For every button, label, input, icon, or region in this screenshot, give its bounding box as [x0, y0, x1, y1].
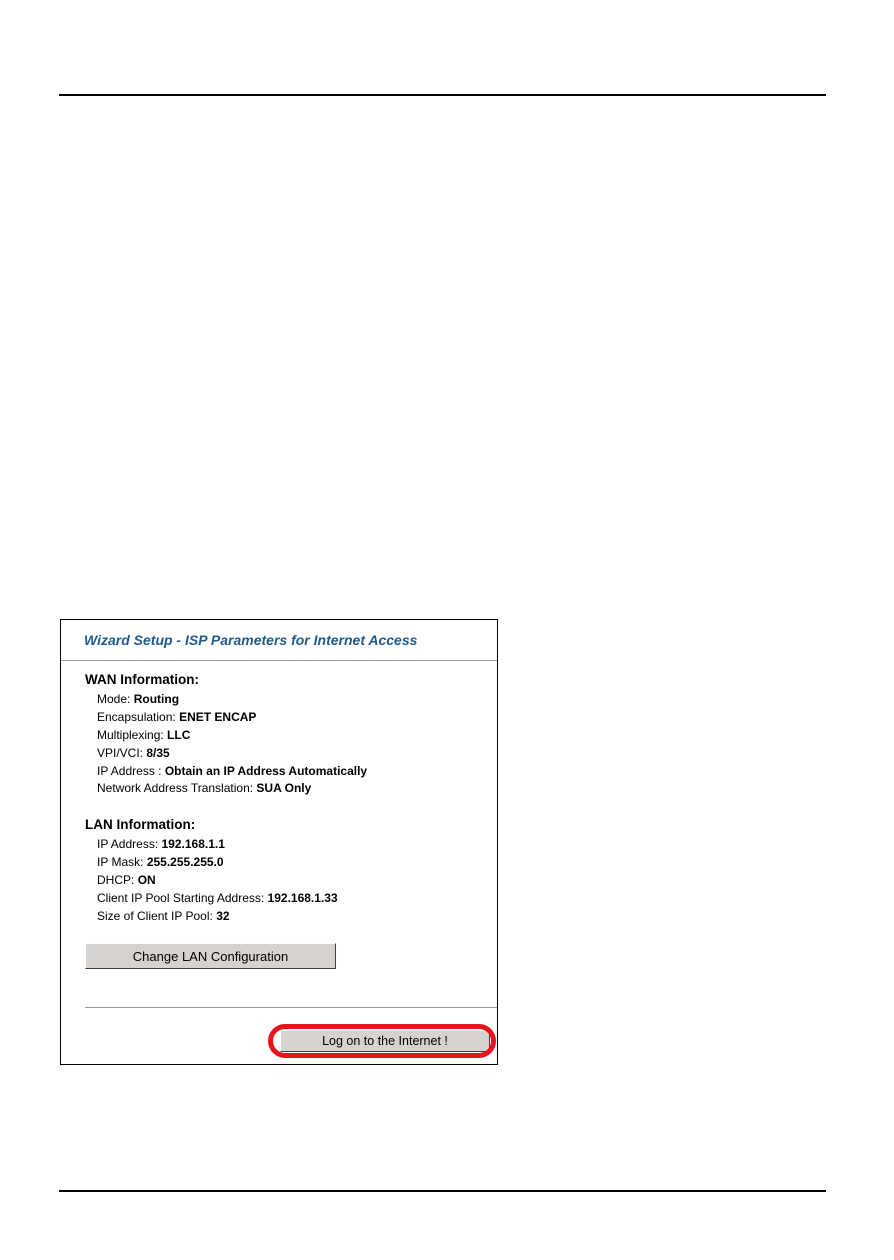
lan-section-heading: LAN Information: — [85, 817, 196, 832]
lan-row-pool-start — [97, 891, 338, 905]
page-header-rule — [59, 94, 826, 96]
wan-row-mode — [97, 692, 179, 706]
title-divider — [61, 660, 497, 661]
lan-ip-mask-value: 255.255.255.0 — [146, 855, 224, 869]
lan-ip-address-label: IP Address: — [97, 837, 159, 851]
lan-pool-size-label: Size of Client IP Pool: — [97, 909, 213, 923]
lan-ip-address-value: 192.168.1.1 — [161, 837, 225, 851]
lan-row-ip-mask — [97, 855, 224, 869]
wan-row-encapsulation — [97, 710, 256, 724]
lan-row-ip-address — [97, 837, 225, 851]
lan-row-pool-size — [97, 909, 230, 923]
wan-nat-value: SUA Only — [256, 781, 312, 795]
lan-row-dhcp — [97, 873, 156, 887]
wan-row-nat — [97, 781, 311, 795]
wan-mode-label: Mode: — [97, 692, 131, 706]
wan-row-vpi-vci — [97, 746, 170, 760]
lan-dhcp-label: DHCP: — [97, 873, 135, 887]
lan-pool-size-value: 32 — [216, 909, 230, 923]
wan-encapsulation-label: Encapsulation: — [97, 710, 176, 724]
wan-section-heading: WAN Information: — [85, 672, 199, 687]
footer-divider — [85, 1007, 497, 1008]
wan-vpi-vci-value: 8/35 — [146, 746, 170, 760]
wan-row-ip-address — [97, 764, 367, 778]
wan-ip-address-label: IP Address : — [97, 764, 162, 778]
wan-nat-label: Network Address Translation: — [97, 781, 254, 795]
wizard-screenshot — [60, 619, 498, 1065]
wan-multiplexing-value: LLC — [167, 728, 191, 742]
lan-dhcp-value: ON — [137, 873, 156, 887]
page-footer-rule — [59, 1190, 826, 1192]
wan-vpi-vci-label: VPI/VCI: — [97, 746, 144, 760]
lan-pool-start-label: Client IP Pool Starting Address: — [97, 891, 265, 905]
change-lan-configuration-button[interactable]: Change LAN Configuration — [85, 943, 336, 969]
wan-multiplexing-label: Multiplexing: — [97, 728, 164, 742]
wan-mode-value: Routing — [133, 692, 180, 706]
wan-ip-address-value: Obtain an IP Address Automatically — [164, 764, 368, 778]
lan-ip-mask-label: IP Mask: — [97, 855, 144, 869]
wan-encapsulation-value: ENET ENCAP — [179, 710, 257, 724]
log-on-internet-button[interactable]: Log on to the Internet ! — [280, 1030, 490, 1052]
lan-pool-start-value: 192.168.1.33 — [267, 891, 338, 905]
wan-row-multiplexing — [97, 728, 190, 742]
page-title: Wizard Setup - ISP Parameters for Internet Access — [84, 632, 418, 648]
